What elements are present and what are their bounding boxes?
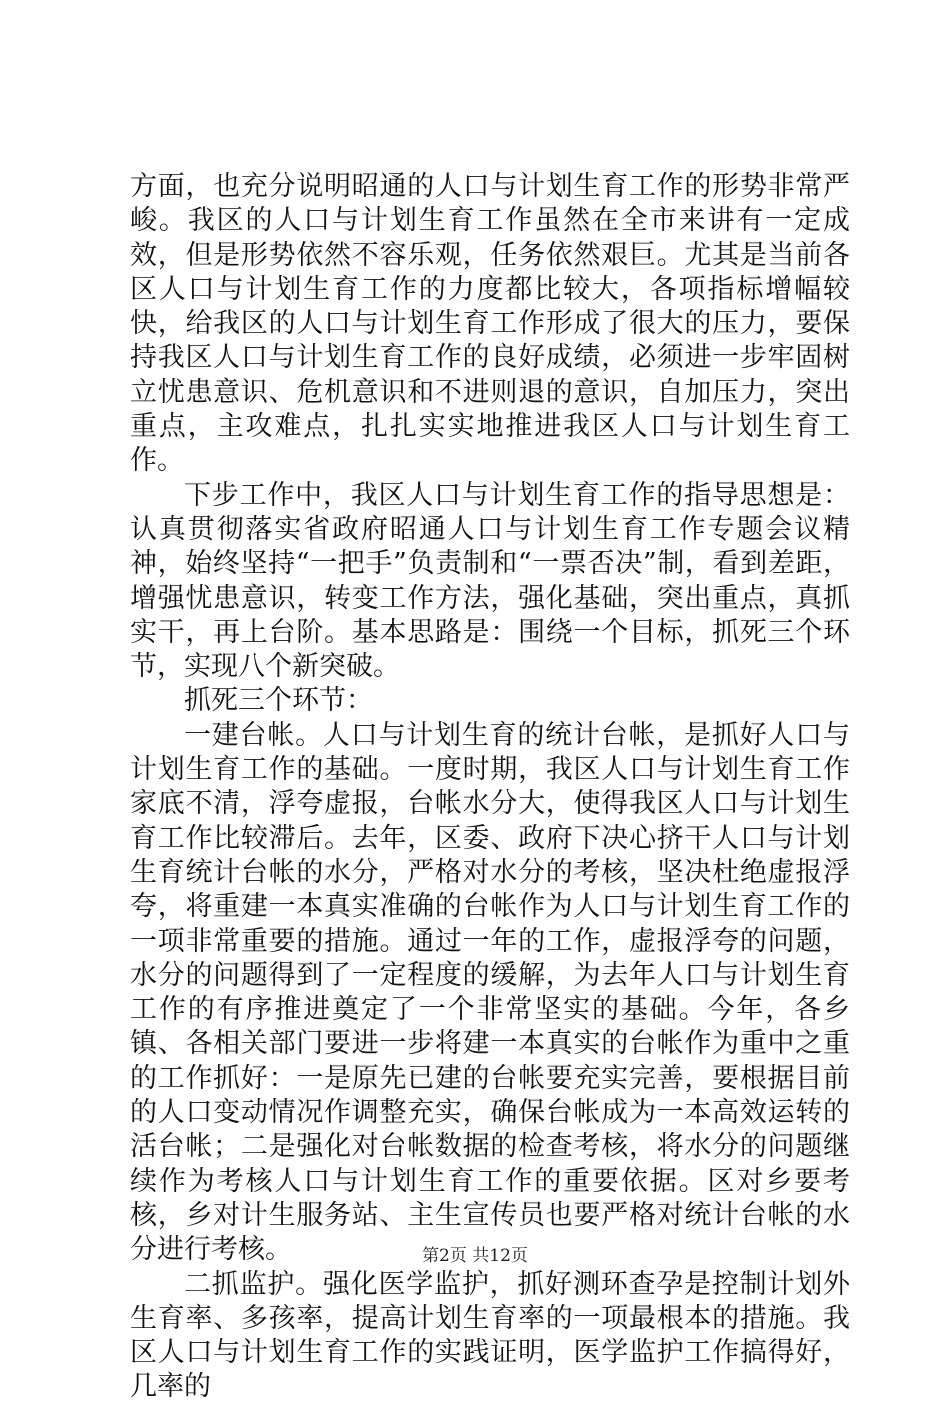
paragraph-5: 二抓监护。强化医学监护，抓好测环查孕是控制计划外生育率、多孩率，提高计划生育率的一项最根本的措施。我区人口与计划生育工作的实践证明，医学监护工作搞得好，几率的: [130, 1268, 850, 1403]
document-body: [130, 170, 850, 1405]
page-footer: 第2页 共12页: [422, 1246, 528, 1266]
paragraph-3: 抓死三个环节：: [184, 685, 373, 717]
paragraph-4: 一建台帐。人口与计划生育的统计台帐，是抓好人口与计划生育工作的基础。一度时期，我区人口与计划生育工作家底不清，浮夸虚报，台帐水分大，使得我区人口与计划生育工作比较滞后。去年，区委、政府下决心挤干人口与计划生育统计台帐的水分，严格对水分的考核，坚决杜绝虚报浮夸，将重建一本真实准确的台帐作为人口与计划生育工作的一项非常重要的措施。通过一年的工作，虚报浮夸的问题，水分的问题得到了一定程度的缓解，为去年人口与计划生育工作的有序推进奠定了一个非常坚实的基础。今年，各乡镇、各相关部门要进一步将建一本真实的台帐作为重中之重的工作抓好：一是原先已建的台帐要充实完善，要根据目前的人口变动情况作调整充实，确保台帐成为一本高效运转的活台帐；二是强化对台帐数据的检查考核，将水分的问题继续作为考核人口与计划生育工作的重要依据。区对乡要考核，乡对计生服务站、主生宣传员也要严格对统计台帐的水分进行考核。: [130, 719, 850, 1266]
paragraph-2: 下步工作中，我区人口与计划生育工作的指导思想是：认真贯彻落实省政府昭通人口与计划生育工作专题会议精神，始终坚持“一把手”负责制和“一票否决”制，看到差距，增强忧患意识，转变工作方法，强化基础，突出重点，真抓实干，再上台阶。基本思路是：围绕一个目标，抓死三个环节，实现八个新突破。: [130, 479, 850, 683]
paragraph-1: 方面，也充分说明昭通的人口与计划生育工作的形势非常严峻。我区的人口与计划生育工作虽然在全市来讲有一定成效，但是形势依然不容乐观，任务依然艰巨。尤其是当前各区人口与计划生育工作的力度都比较大，各项指标增幅较快，给我区的人口与计划生育工作形成了很大的压力，要保持我区人口与计划生育工作的良好成绩，必须进一步牢固树立忧患意识、危机意识和不进则退的意识，自加压力，突出重点，主攻难点，扎扎实实地推进我区人口与计划生育工作。: [130, 171, 850, 477]
